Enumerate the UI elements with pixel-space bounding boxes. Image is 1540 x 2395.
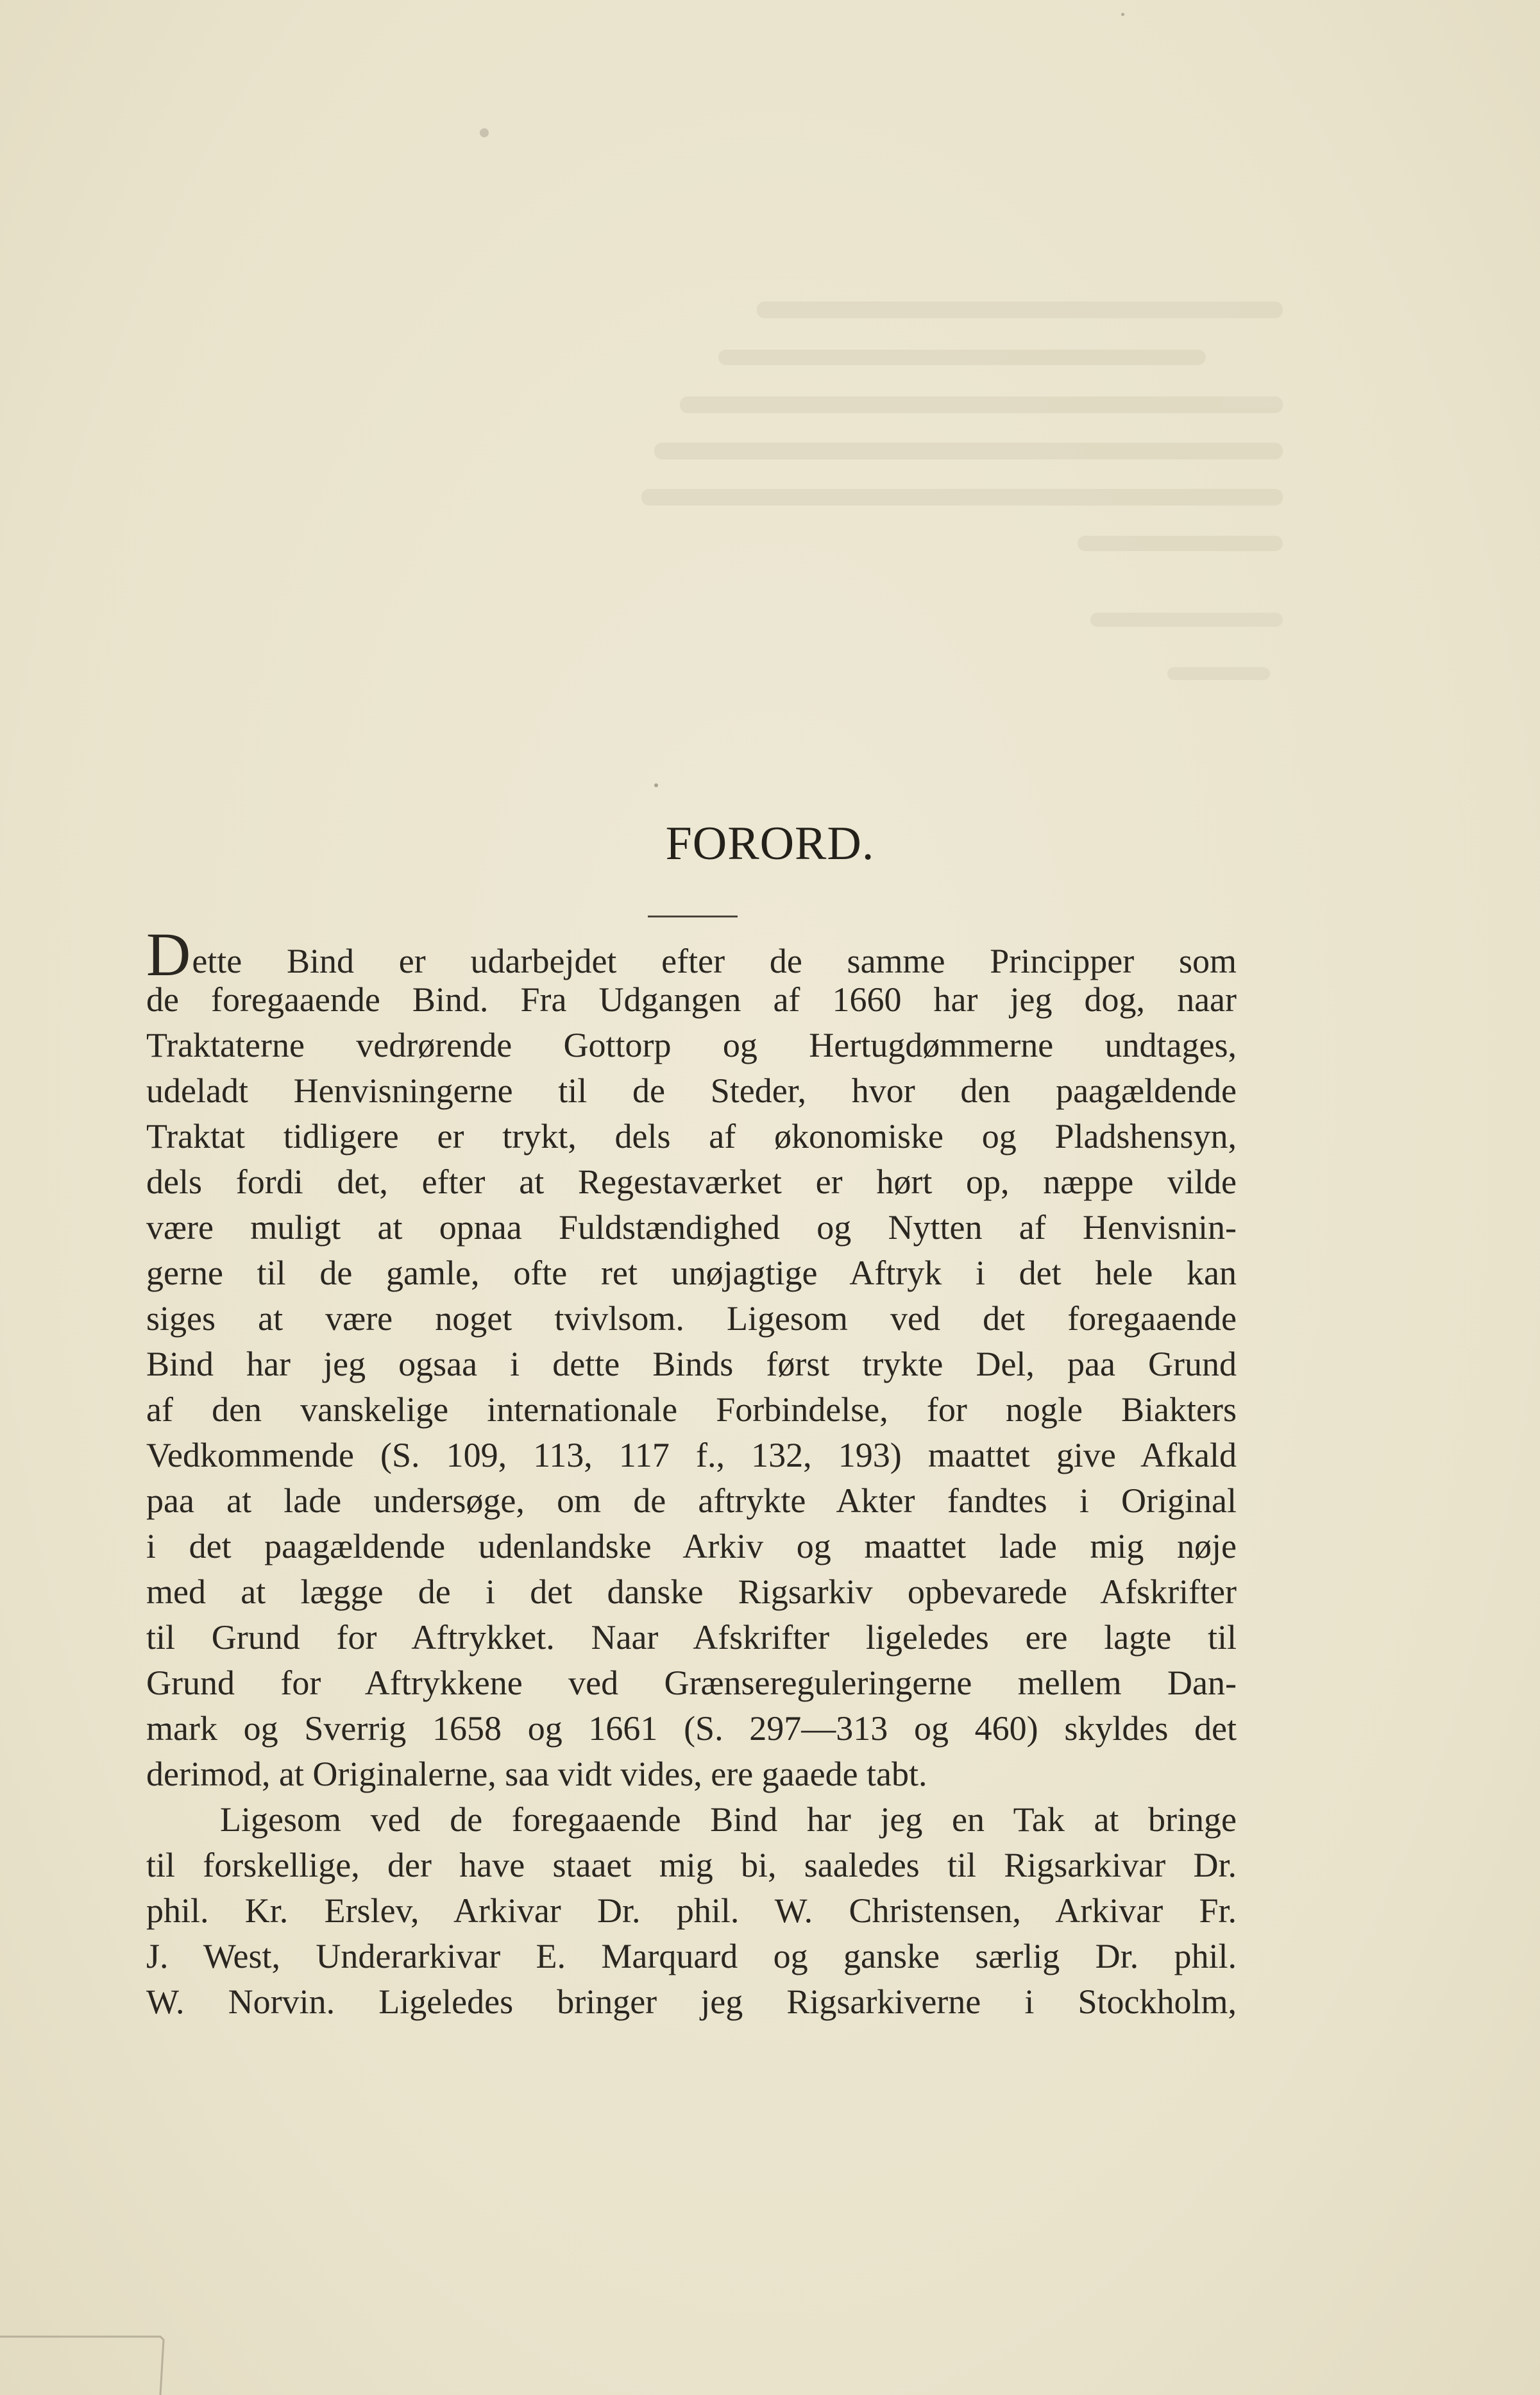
preface-text bbox=[146, 920, 1237, 2025]
title-divider bbox=[648, 916, 738, 917]
drop-cap: D bbox=[146, 920, 191, 989]
text-line: af den vanskelige internationale Forbindelse, for nogle Biakters bbox=[146, 1390, 1237, 1429]
text-line: Dette Bind er udarbejdet efter de samme Principper som bbox=[146, 920, 1237, 989]
text-line: Traktat tidligere er trykt, dels af økonomiske og Pladshensyn, bbox=[146, 1117, 1237, 1155]
text-line: Ligesom ved de foregaaende Bind har jeg en Tak at bringe bbox=[220, 1800, 1237, 1839]
text-line: til Grund for Aftrykket. Naar Afskrifter ligeledes ere lagte til bbox=[146, 1618, 1237, 1657]
text-line: Traktaterne vedrørende Gottorp og Hertugdømmerne undtages, bbox=[146, 1026, 1237, 1064]
text-line: gerne til de gamle, ofte ret unøjagtige Aftryk i det hele kan bbox=[146, 1254, 1237, 1292]
text-line: Bind har jeg ogsaa i dette Binds først trykte Del, paa Grund bbox=[146, 1345, 1237, 1383]
text-line: Vedkommende (S. 109, 113, 117 f., 132, 193) maattet give Afkald bbox=[146, 1436, 1237, 1474]
text-line: udeladt Henvisningerne til de Steder, hvor den paagældende bbox=[146, 1071, 1237, 1110]
page-title: FORORD. bbox=[665, 817, 875, 870]
text-line: dels fordi det, efter at Regestaværket er hørt op, næppe vilde bbox=[146, 1163, 1237, 1201]
text-line: J. West, Underarkivar E. Marquard og ganske særlig Dr. phil. bbox=[146, 1937, 1237, 1975]
paper-speck bbox=[1121, 13, 1124, 16]
text-line: W. Norvin. Ligeledes bringer jeg Rigsarkiverne i Stockholm, bbox=[146, 1982, 1237, 2021]
paper-speck bbox=[654, 783, 658, 787]
text-line: være muligt at opnaa Fuldstændighed og Nytten af Henvisnin- bbox=[146, 1208, 1237, 1247]
text-line: mark og Sverrig 1658 og 1661 (S. 297—313 og 460) skyldes det bbox=[146, 1709, 1237, 1748]
text-line: siges at være noget tvivlsom. Ligesom ved det foregaaende bbox=[146, 1299, 1237, 1338]
text-line: de foregaaende Bind. Fra Udgangen af 1660 har jeg dog, naar bbox=[146, 980, 1237, 1019]
text-line: med at lægge de i det danske Rigsarkiv opbevarede Afskrifter bbox=[146, 1573, 1237, 1611]
text-line: paa at lade undersøge, om de aftrykte Akter fandtes i Original bbox=[146, 1481, 1237, 1520]
paper-speck bbox=[480, 128, 489, 137]
text-line: derimod, at Originalerne, saa vidt vides, ere gaaede tabt. bbox=[146, 1755, 927, 1793]
text-line: phil. Kr. Erslev, Arkivar Dr. phil. W. Christensen, Arkivar Fr. bbox=[146, 1891, 1237, 1930]
text-line: i det paagældende udenlandske Arkiv og maattet lade mig nøje bbox=[146, 1527, 1237, 1565]
text-line: Grund for Aftrykkene ved Grænsereguleringerne mellem Dan- bbox=[146, 1664, 1237, 1702]
text-line: til forskellige, der have staaet mig bi, saaledes til Rigsarkivar Dr. bbox=[146, 1846, 1237, 1884]
